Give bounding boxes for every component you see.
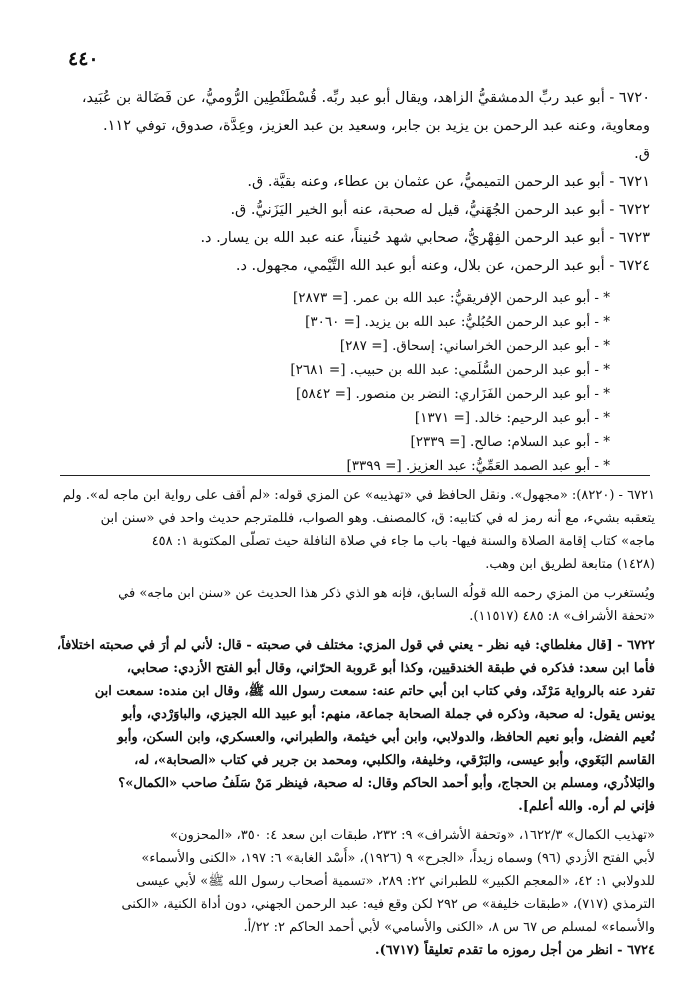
footnote-line: والأسماء» لمسلم ص ٦٧ س ٨، «الكنى والأسامي» لأبي أحمد الحاكم ٢: ٢٢/أ. xyxy=(243,920,655,935)
entry-6721 xyxy=(60,168,650,196)
footnote-line: ماجه» كتاب إقامة الصلاة والسنة فيها- باب ما جاء في صلاة النافلة حيث تصلّى المكتوبة ١: ٤٥٨ xyxy=(151,534,655,549)
footnote-line: تفرد عنه بالرواية مَرْثَد، وفي كتاب ابن أبي حاتم عنه: سمعت رسول الله ﷺ، وقال ابن منده: سمعت ابن xyxy=(94,684,655,699)
entry-line: ٦٧٢٣ - أبو عبد الرحمن الفِهْريُّ، صحابي شهد حُنيناً، عنه عبد الله بن يسار. د. xyxy=(200,230,650,246)
kunya-item: * - أبو عبد الصمد العَمِّيُّ: عبد العزيز. [= ٣٣٩٩] xyxy=(346,458,610,474)
entry-6720 xyxy=(60,84,650,168)
entry-line: ٦٧٢٢ - أبو عبد الرحمن الجُهَنيُّ، قيل له صحبة، عنه أبو الخير اليَزَنيُّ. ق. xyxy=(230,202,650,218)
entry-line: ٦٧٢٠ - أبو عبد ربِّ الدمشقيُّ الزاهد، ويقال أبو عبد ربِّه. قُسْطَنْطِين الرُّوميُّ، عن فَضَالة بن عُبَيد، xyxy=(81,90,650,106)
footnote-line: ٦٧٢٢ - [قال مغلطاي: فيه نظر - يعني في قول المزي: مختلف في صحبته - قال: لأني لم أرَ في صحبته اختلافاً، xyxy=(56,638,655,653)
entry-6723 xyxy=(60,224,650,252)
kunya-item: * - أبو عبد الرحيم: خالد. [= ١٣٧١] xyxy=(414,410,610,426)
footnote-line: فأما ابن سعد: فذكره في طبقة الخندقيين، وكذا أبو عَروبة الحرّاني، وقال أبو الفتح الأزدي: صحابي، xyxy=(126,661,655,676)
footnote-line: (١٤٢٨) متابعة لطريق ابن وهب. xyxy=(485,557,655,572)
entry-6722 xyxy=(60,196,650,224)
page-number: ٤٤٠ xyxy=(68,48,99,70)
kunya-list xyxy=(60,286,610,478)
kunya-item: * - أبو عبد السلام: صالح. [= ٢٣٣٩] xyxy=(410,434,610,450)
footnote-line: ٦٧٢١ - (٨٢٢٠): «مجهول». ونقل الحافظ في «تهذيبه» عن المزي قوله: «لم أقف على رواية ابن ماجه له». ولم xyxy=(62,488,655,503)
footnote-6721-cont xyxy=(55,582,655,628)
footnote-line: يونس يقول: له صحبة، وذكره في جملة الصحابة جماعة، منهم: أبو عبيد الله الجيزي، والباوَرْدي، وأبو xyxy=(121,707,655,722)
footnote-line: نُعيم الفضل، وأبو نعيم الحافظ، والدولابي، وابن أبي خيثمة، والطبراني، والعسكري، وابن السكن، وأبو xyxy=(117,730,655,745)
footnote-line: ويُستغرب من المزي رحمه الله قولُه السابق، فإنه هو الذي ذكر هذا الحديث عن «سنن ابن ماجه» في xyxy=(118,586,655,601)
kunya-item: * - أبو عبد الرحمن الفَزَاري: النضر بن منصور. [= ٥٨٤٢] xyxy=(296,386,610,402)
footnote-6721 xyxy=(55,484,655,576)
footnote-6724 xyxy=(55,939,655,962)
entry-6724 xyxy=(60,252,650,280)
footnote-6722-sources xyxy=(55,824,655,939)
main-text xyxy=(60,84,650,478)
footnote-divider xyxy=(60,475,650,476)
footnote-line: يتعقبه بشيء، مع أنه رمز له في كتابيه: ق، كالمصنف. وهو الصواب، فللمترجم حديث واحد في «سنن ابن xyxy=(100,511,655,526)
footnote-line: القاسم البَغَوي، وأبو عيسى، والبَرْقي، وخليفة، والكلبي، ومحمد بن جرير في كتاب «الصحابة»، له، xyxy=(134,753,655,768)
footnote-line: الترمذي (٧١٧)، «طبقات خليفة» ص ٢٩٢ لكن وقع فيه: عبد الرحمن الجهني، دون أداة الكنية، «الكنى xyxy=(121,897,655,912)
footnote-line: لأبي الفتح الأزدي (٩٦) وسماه زيداً، «الجرح» ٩ (١٩٢٦)، «أُسْد الغابة» ٦: ١٩٧، «الكنى والأسماء» xyxy=(141,851,655,866)
footnote-6722 xyxy=(55,634,655,818)
entry-line: ٦٧٢٤ - أبو عبد الرحمن، عن بلال، وعنه أبو عبد الله التَّيْمي، مجهول. د. xyxy=(235,258,650,274)
entry-line: ومعاوية، وعنه عبد الرحمن بن يزيد بن جابر، وسعيد بن عبد العزيز، وعِدَّة، صدوق، توفي ١١٢. xyxy=(103,118,650,134)
footnote-line: للدولابي ١: ٤٢، «المعجم الكبير» للطبراني ٢٢: ٢٨٩، «تسمية أصحاب رسول الله ﷺ» لأبي عيسى xyxy=(136,874,655,889)
kunya-item: * - أبو عبد الرحمن الإفريقيُّ: عبد الله بن عمر. [= ٢٨٧٣] xyxy=(293,290,610,306)
footnote-line: فإني لم أره. والله أعلم]. xyxy=(518,799,655,814)
kunya-item: * - أبو عبد الرحمن السُّلَمي: عبد الله بن حبيب. [= ٢٦٨١] xyxy=(290,362,610,378)
footnote-line: «تحفة الأشراف» ٨: ٤٨٥ (١١٥١٧). xyxy=(469,609,655,624)
kunya-item: * - أبو عبد الرحمن الحُبُليُّ: عبد الله بن يزيد. [= ٣٠٦٠] xyxy=(305,314,610,330)
footnote-line: والبَلاذُري، ومسلم بن الحجاج، وأبو أحمد الحاكم وقال: له صحبة، فينظر مَنْ سَلَفُ صاحب «الكمال»؟ xyxy=(118,776,655,791)
entry-line: ٦٧٢١ - أبو عبد الرحمن التميميُّ، عن عثمان بن عطاء، وعنه بقيَّة. ق. xyxy=(247,174,650,190)
footnote-line: ٦٧٢٤ - انظر من أجل رموزه ما تقدم تعليقاً (٦٧١٧). xyxy=(375,943,655,958)
entry-line: ق. xyxy=(634,146,650,162)
kunya-item: * - أبو عبد الرحمن الخراساني: إسحاق. [= ٢٨٧] xyxy=(339,338,610,354)
footnote-line: «تهذيب الكمال» ١٦٢٢/٣، «وتحفة الأشراف» ٩: ٢٣٢، طبقات ابن سعد ٤: ٣٥٠، «المحزون» xyxy=(170,828,655,843)
footnotes xyxy=(55,484,655,962)
